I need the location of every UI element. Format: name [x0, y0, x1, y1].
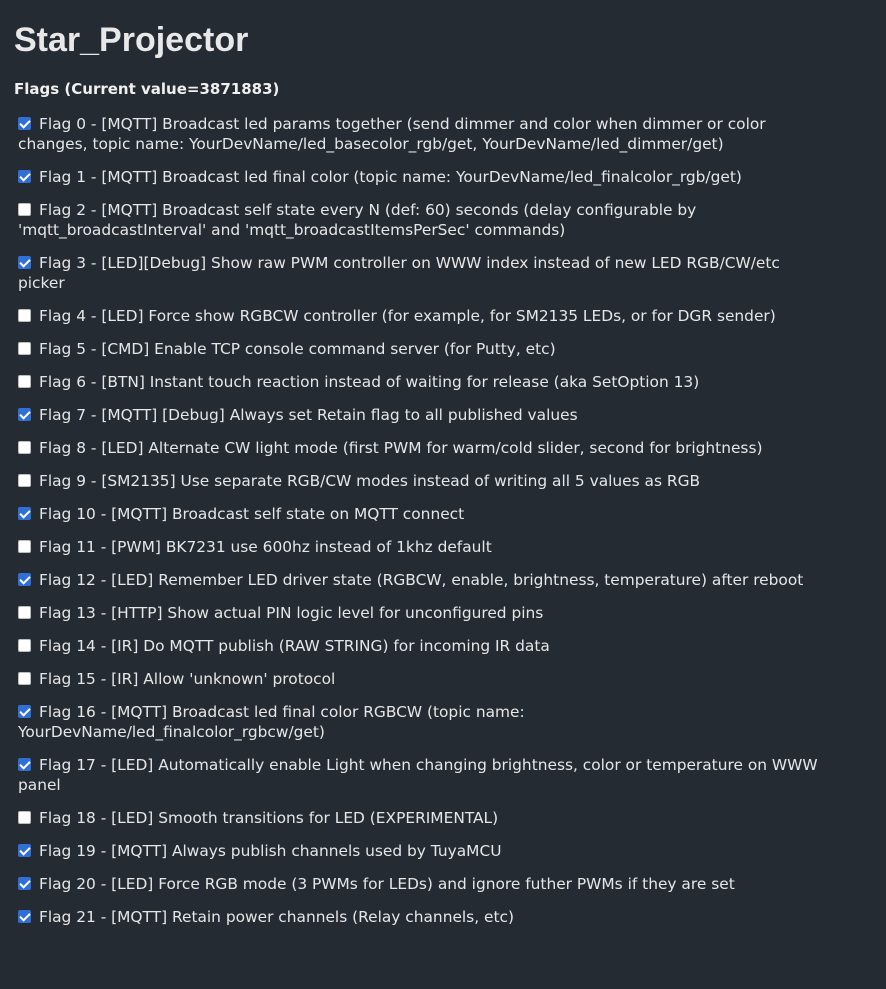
flag-checkbox-11[interactable]: [18, 540, 31, 553]
flag-checkbox-20[interactable]: [18, 877, 31, 890]
flag-row-0[interactable]: [18, 114, 818, 154]
flag-label-2: Flag 2 - [MQTT] Broadcast self state every N (def: 60) seconds (delay configurable by 'mqtt_broadcastInterval' and 'mqtt_broadcastItemsPerSec' commands): [18, 201, 697, 239]
flag-label-11: Flag 11 - [PWM] BK7231 use 600hz instead of 1khz default: [39, 538, 492, 556]
flag-label-0: Flag 0 - [MQTT] Broadcast led params together (send dimmer and color when dimmer or color changes, topic name: YourDevName/led_basecolor_rgb/get, YourDevName/led_dimmer/get): [18, 115, 766, 153]
flag-row-20[interactable]: [18, 874, 818, 894]
flag-label-19: Flag 19 - [MQTT] Always publish channels used by TuyaMCU: [39, 842, 502, 860]
flag-label-4: Flag 4 - [LED] Force show RGBCW controller (for example, for SM2135 LEDs, or for DGR sender): [39, 307, 776, 325]
flag-label-21: Flag 21 - [MQTT] Retain power channels (Relay channels, etc): [39, 908, 514, 926]
flag-row-6[interactable]: [18, 372, 818, 392]
flag-label-13: Flag 13 - [HTTP] Show actual PIN logic level for unconfigured pins: [39, 604, 544, 622]
flag-checkbox-9[interactable]: [18, 474, 31, 487]
flag-label-16: Flag 16 - [MQTT] Broadcast led final color RGBCW (topic name: YourDevName/led_finalcolor_rgbcw/get): [18, 703, 525, 741]
flag-label-7: Flag 7 - [MQTT] [Debug] Always set Retain flag to all published values: [39, 406, 578, 424]
flag-label-20: Flag 20 - [LED] Force RGB mode (3 PWMs for LEDs) and ignore futher PWMs if they are set: [39, 875, 735, 893]
flag-checkbox-0[interactable]: [18, 117, 31, 130]
flag-checkbox-16[interactable]: [18, 705, 31, 718]
flag-checkbox-8[interactable]: [18, 441, 31, 454]
flag-checkbox-15[interactable]: [18, 672, 31, 685]
page-title: Star_Projector: [14, 21, 249, 59]
flag-checkbox-12[interactable]: [18, 573, 31, 586]
flag-row-7[interactable]: [18, 405, 818, 425]
flag-row-18[interactable]: [18, 808, 818, 828]
flag-row-4[interactable]: [18, 306, 818, 326]
flag-checkbox-6[interactable]: [18, 375, 31, 388]
flag-row-19[interactable]: [18, 841, 818, 861]
flag-checkbox-13[interactable]: [18, 606, 31, 619]
flag-checkbox-2[interactable]: [18, 203, 31, 216]
flag-row-13[interactable]: [18, 603, 818, 623]
flag-checkbox-10[interactable]: [18, 507, 31, 520]
flag-label-9: Flag 9 - [SM2135] Use separate RGB/CW modes instead of writing all 5 values as RGB: [39, 472, 701, 490]
flag-checkbox-14[interactable]: [18, 639, 31, 652]
flag-list: [14, 114, 866, 927]
flag-row-2[interactable]: [18, 200, 818, 240]
flag-label-17: Flag 17 - [LED] Automatically enable Light when changing brightness, color or temperature on WWW panel: [18, 756, 818, 794]
flag-checkbox-18[interactable]: [18, 811, 31, 824]
flag-row-3[interactable]: [18, 253, 818, 293]
flag-label-12: Flag 12 - [LED] Remember LED driver state (RGBCW, enable, brightness, temperature) after reboot: [39, 571, 804, 589]
flag-row-17[interactable]: [18, 755, 818, 795]
flag-row-10[interactable]: [18, 504, 818, 524]
flag-label-3: Flag 3 - [LED][Debug] Show raw PWM controller on WWW index instead of new LED RGB/CW/etc picker: [18, 254, 780, 292]
flag-checkbox-4[interactable]: [18, 309, 31, 322]
flag-checkbox-7[interactable]: [18, 408, 31, 421]
flag-row-12[interactable]: [18, 570, 818, 590]
flag-label-15: Flag 15 - [IR] Allow 'unknown' protocol: [39, 670, 336, 688]
flag-row-15[interactable]: [18, 669, 818, 689]
flag-label-8: Flag 8 - [LED] Alternate CW light mode (first PWM for warm/cold slider, second for brightness): [39, 439, 763, 457]
flag-row-21[interactable]: [18, 907, 818, 927]
flag-row-11[interactable]: [18, 537, 818, 557]
flag-row-5[interactable]: [18, 339, 818, 359]
flag-checkbox-1[interactable]: [18, 170, 31, 183]
flag-row-14[interactable]: [18, 636, 818, 656]
flag-row-1[interactable]: [18, 167, 818, 187]
flag-label-18: Flag 18 - [LED] Smooth transitions for LED (EXPERIMENTAL): [39, 809, 499, 827]
flag-label-5: Flag 5 - [CMD] Enable TCP console command server (for Putty, etc): [39, 340, 556, 358]
flag-label-1: Flag 1 - [MQTT] Broadcast led final color (topic name: YourDevName/led_finalcolor_rgb/get): [39, 168, 742, 186]
flag-checkbox-5[interactable]: [18, 342, 31, 355]
flag-row-8[interactable]: [18, 438, 818, 458]
flag-checkbox-21[interactable]: [18, 910, 31, 923]
flag-label-10: Flag 10 - [MQTT] Broadcast self state on MQTT connect: [39, 505, 465, 523]
flag-label-6: Flag 6 - [BTN] Instant touch reaction instead of waiting for release (aka SetOption 13): [39, 373, 700, 391]
flag-checkbox-19[interactable]: [18, 844, 31, 857]
flag-label-14: Flag 14 - [IR] Do MQTT publish (RAW STRING) for incoming IR data: [39, 637, 550, 655]
flags-heading: Flags (Current value=3871883): [14, 80, 280, 98]
flag-row-16[interactable]: [18, 702, 818, 742]
flag-checkbox-3[interactable]: [18, 256, 31, 269]
flag-checkbox-17[interactable]: [18, 758, 31, 771]
flag-row-9[interactable]: [18, 471, 818, 491]
